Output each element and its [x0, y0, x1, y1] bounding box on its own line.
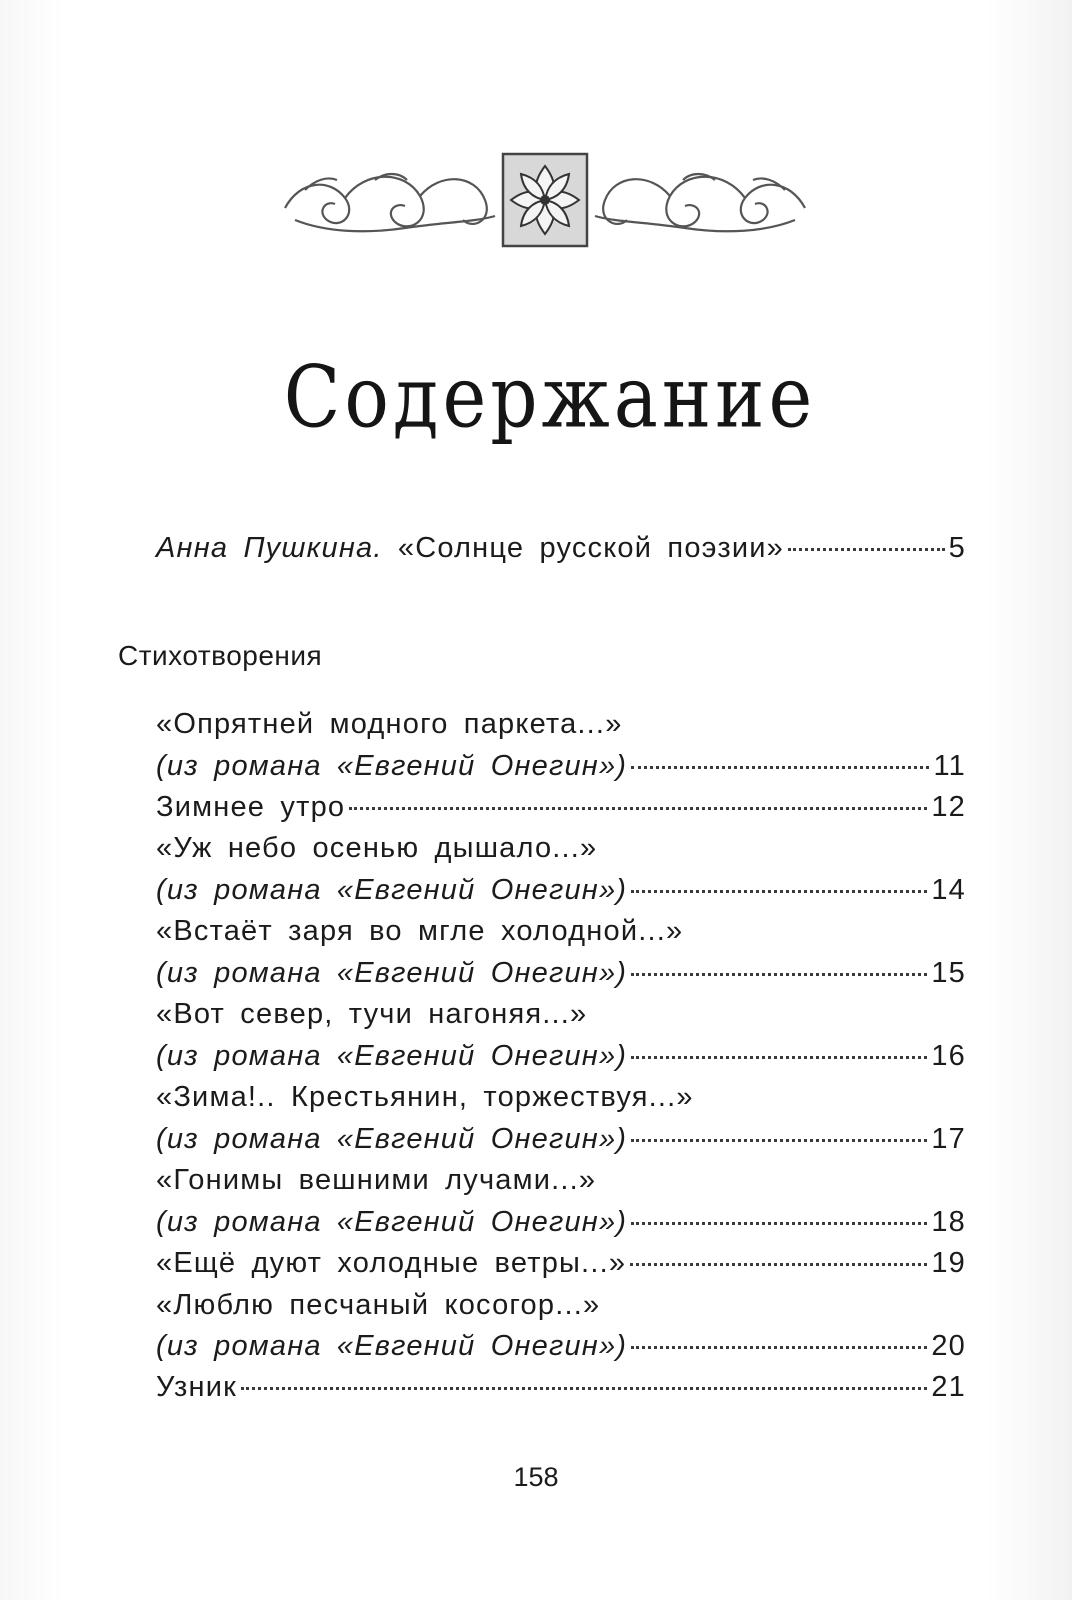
page-ref: 14 [931, 874, 966, 906]
toc-entry-title [156, 1077, 966, 1117]
intro-title: «Солнце русской поэзии» [397, 532, 784, 564]
dot-leader [631, 1222, 927, 1225]
page-ref: 18 [931, 1206, 966, 1238]
entry-subtitle: (из романа «Евгений Онегин») [156, 1330, 628, 1362]
page-ref: 12 [931, 791, 966, 823]
entry-title: Узник [156, 1371, 237, 1403]
dot-leader [241, 1387, 927, 1390]
section-heading: Стихотворения [118, 640, 323, 671]
toc-entry [156, 870, 966, 910]
toc-entry-title [156, 1285, 966, 1325]
toc-entry-title [156, 911, 966, 951]
dot-leader [631, 1056, 927, 1059]
dot-leader [349, 807, 927, 810]
toc-entry [156, 1326, 966, 1366]
page-title: Содержание [283, 348, 817, 448]
page-ref: 19 [931, 1247, 966, 1279]
entry-title: «Ещё дуют холодные ветры...» [156, 1247, 627, 1279]
floral-ornament-icon [275, 150, 815, 250]
page-ref: 11 [933, 750, 966, 782]
entry-title: «Гонимы вешними лучами...» [156, 1164, 597, 1196]
toc-entry [156, 1202, 966, 1242]
entry-subtitle: (из романа «Евгений Онегин») [156, 1040, 628, 1072]
toc-entry [156, 953, 966, 993]
dot-leader [630, 1263, 927, 1266]
page-ref: 21 [931, 1371, 966, 1403]
toc-intro-entry [156, 528, 966, 568]
toc-entry-title [156, 994, 966, 1034]
toc-entry [156, 1243, 966, 1283]
dot-leader [631, 1139, 927, 1142]
page-ref: 17 [931, 1123, 966, 1155]
page-ref: 20 [931, 1330, 966, 1362]
entry-title: «Встаёт заря во мгле холодной...» [156, 915, 684, 947]
dot-leader [631, 973, 927, 976]
toc-entry [156, 1036, 966, 1076]
page-ref: 16 [931, 1040, 966, 1072]
dot-leader [631, 890, 927, 893]
intro-author: Анна Пушкина. [156, 532, 383, 564]
entry-title: «Зима!.. Крестьянин, торжествуя...» [156, 1081, 694, 1113]
toc-entry [156, 1367, 966, 1407]
entry-subtitle: (из романа «Евгений Онегин») [156, 874, 628, 906]
toc-entry [156, 746, 966, 786]
entry-title: «Опрятней модного паркета...» [156, 708, 623, 740]
toc-entry-title [156, 704, 966, 744]
dot-leader [631, 1346, 927, 1349]
dot-leader [788, 548, 945, 551]
page-ref: 15 [931, 957, 966, 989]
toc-entry [156, 1119, 966, 1159]
entry-subtitle: (из романа «Евгений Онегин») [156, 1206, 628, 1238]
entry-subtitle: (из романа «Евгений Онегин») [156, 750, 628, 782]
entry-title: Зимнее утро [156, 791, 346, 823]
toc-entry [156, 787, 966, 827]
toc-entry-title [156, 1160, 966, 1200]
entry-subtitle: (из романа «Евгений Онегин») [156, 1123, 628, 1155]
entry-title: «Люблю песчаный косогор...» [156, 1289, 601, 1321]
entry-subtitle: (из романа «Евгений Онегин») [156, 957, 628, 989]
toc-entry-title [156, 828, 966, 868]
page-number: 158 [513, 1462, 559, 1492]
page-ref: 5 [948, 532, 966, 564]
dot-leader [631, 766, 929, 769]
entry-title: «Уж небо осенью дышало...» [156, 832, 598, 864]
entry-title: «Вот север, тучи нагоняя...» [156, 998, 588, 1030]
